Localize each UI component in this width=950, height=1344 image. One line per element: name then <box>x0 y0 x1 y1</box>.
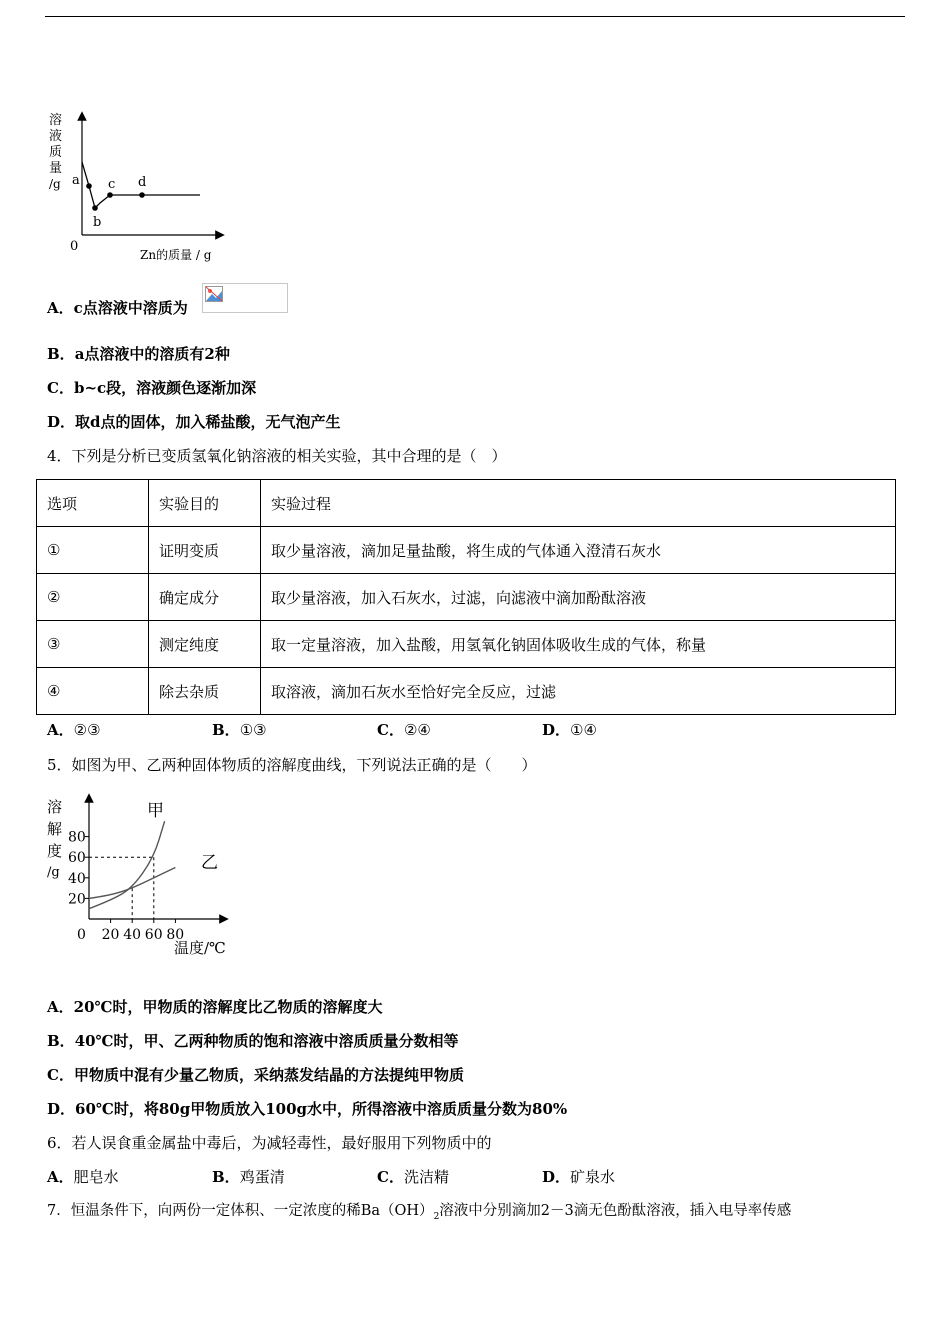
y-label-char: 度 <box>47 842 63 860</box>
q3-option-a: A．c点溶液中溶质为 <box>47 299 188 317</box>
q4-option-a: A．②③ <box>47 721 101 739</box>
q4-option-d: D．①④ <box>542 721 597 739</box>
q3-option-c: C．b~c段，溶液颜色逐渐加深 <box>47 379 257 397</box>
q4-stem: 4．下列是分析已变质氢氧化钠溶液的相关实验，其中合理的是（ ） <box>47 447 507 465</box>
q6-stem: 6．若人误食重金属盐中毒后，为减轻毒性，最好服用下列物质中的 <box>47 1134 492 1152</box>
chart-marks <box>68 801 218 943</box>
table-cell: 证明变质 <box>149 527 261 574</box>
broken-image-icon <box>205 286 223 302</box>
table-cell: ① <box>37 527 149 574</box>
q5-option-c: C．甲物质中混有少量乙物质，采纳蒸发结晶的方法提纯甲物质 <box>47 1066 464 1084</box>
table-row <box>37 527 896 574</box>
table-cell: 除去杂质 <box>149 668 261 715</box>
table-row <box>37 574 896 621</box>
y-label-char: 量 <box>49 161 63 176</box>
q6-option-d: D．矿泉水 <box>542 1168 616 1186</box>
label-d: d <box>138 175 147 190</box>
solubility-chart <box>40 788 240 968</box>
x-tick-label: 40 <box>123 927 142 943</box>
q5-option-a: A．20℃时，甲物质的溶解度比乙物质的溶解度大 <box>47 998 383 1016</box>
y-tick-label: 80 <box>68 829 86 846</box>
y-label-char: 解 <box>47 820 63 838</box>
table-cell: ③ <box>37 621 149 668</box>
x-axis-label: Zn的质量 / g <box>140 248 212 262</box>
point-d <box>139 192 145 198</box>
label-a: a <box>72 173 80 188</box>
y-label-char: 液 <box>49 129 63 144</box>
q5-option-b: B．40℃时，甲、乙两种物质的饱和溶液中溶质质量分数相等 <box>47 1032 459 1050</box>
x-tick-label: 20 <box>101 927 120 943</box>
table-header-cell: 实验过程 <box>261 480 896 527</box>
experiment-table <box>36 479 896 715</box>
x-axis-label: 温度/℃ <box>174 939 226 957</box>
series-yi-curve <box>89 868 175 899</box>
q4-option-b: B．①③ <box>212 721 267 739</box>
table-cell: 取少量溶液，滴加足量盐酸，将生成的气体通入澄清石灰水 <box>261 527 896 574</box>
zn-mass-graph <box>40 100 240 270</box>
y-tick-label: 40 <box>68 870 86 887</box>
q3-option-d: D．取d点的固体，加入稀盐酸，无气泡产生 <box>47 413 341 431</box>
table-cell: 测定纯度 <box>149 621 261 668</box>
x-tick-label: 60 <box>144 927 163 943</box>
q6-option-c: C．洗洁精 <box>377 1168 449 1186</box>
q4-option-c: C．②④ <box>377 721 431 739</box>
origin-label: 0 <box>70 239 79 254</box>
series-label-yi: 乙 <box>201 853 218 873</box>
x-tick-label: 80 <box>166 927 185 943</box>
y-unit: /g <box>47 865 60 880</box>
q6-option-b: B．鸡蛋清 <box>212 1168 285 1186</box>
q7-stem: 7．恒温条件下，向两份一定体积、一定浓度的稀$Ba(OH)_2$溶液中分别滴加2－3滴无色酚酞溶液，插入电导率传感 <box>47 1203 792 1222</box>
y-tick-label: 60 <box>68 850 86 867</box>
q6-option-a: A．肥皂水 <box>47 1168 119 1186</box>
table-cell: ② <box>37 574 149 621</box>
q5-stem: 5．如图为甲、乙两种固体物质的溶解度曲线，下列说法正确的是（ ） <box>47 756 537 774</box>
y-label-char: 溶 <box>47 798 63 816</box>
label-b: b <box>93 215 102 230</box>
q5-option-d: D．60℃时，将80g甲物质放入100g水中，所得溶液中溶质质量分数为80% <box>47 1100 568 1118</box>
series-jia-curve <box>89 821 165 909</box>
table-cell: ④ <box>37 668 149 715</box>
y-tick-label: 20 <box>68 891 86 908</box>
table-cell: 取少量溶液，加入石灰水，过滤，向滤液中滴加酚酞溶液 <box>261 574 896 621</box>
point-a <box>86 183 92 189</box>
table-header-cell: 选项 <box>37 480 149 527</box>
y-unit: /g <box>49 177 61 191</box>
q3-option-b: B．a点溶液中的溶质有2种 <box>47 345 230 363</box>
table-header-row <box>37 480 896 527</box>
point-c <box>107 192 113 198</box>
x-tick-label: 0 <box>77 927 86 943</box>
table-header-cell: 实验目的 <box>149 480 261 527</box>
point-b <box>92 205 98 211</box>
label-c: c <box>108 177 116 192</box>
table-cell: 确定成分 <box>149 574 261 621</box>
table-row <box>37 668 896 715</box>
series-label-jia: 甲 <box>147 801 164 821</box>
table-row <box>37 621 896 668</box>
y-label-char: 质 <box>49 145 63 160</box>
header-rule <box>45 16 905 17</box>
table-cell: 取溶液，滴加石灰水至恰好完全反应，过滤 <box>261 668 896 715</box>
y-label-char: 溶 <box>49 113 63 128</box>
table-cell: 取一定量溶液，加入盐酸，用氢氧化钠固体吸收生成的气体，称量 <box>261 621 896 668</box>
broken-image-placeholder <box>202 283 288 313</box>
